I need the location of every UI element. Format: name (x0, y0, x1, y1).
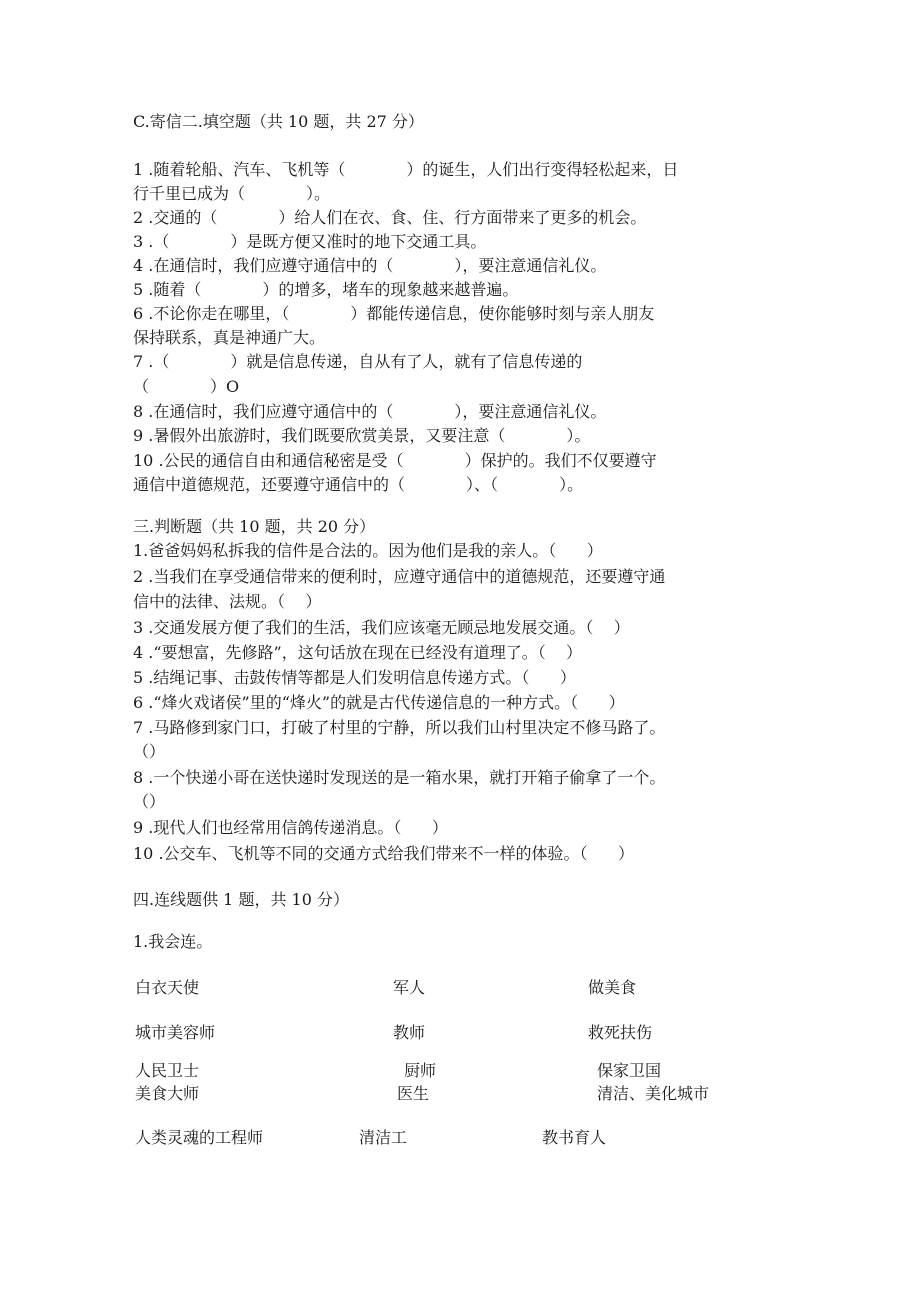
section4-question: 1.我会连。 (133, 932, 213, 951)
match-left-item: 人民卫士 (135, 1061, 200, 1080)
section4-heading: 四.连线题供 1 题，共 10 分） (133, 890, 349, 909)
match-middle-item: 清洁工 (359, 1128, 408, 1147)
section3-line: 4 .“要想富，先修路”，这句话放在现在已经没有道理了。（ ） (133, 643, 583, 662)
section2-line: 4 .在通信时，我们应遵守通信中的（ ），要注意通信礼仪。 (133, 256, 607, 275)
match-middle-item: 军人 (393, 978, 426, 997)
match-right-item: 做美食 (588, 978, 637, 997)
section3-line: 6 .“烽火戏诸侯”里的“烽火”的就是古代传递信息的一种方式。（ ） (133, 693, 625, 712)
match-middle-item: 厨师 (404, 1061, 437, 1080)
match-left-item: 城市美容师 (135, 1023, 216, 1042)
match-middle-item: 医生 (397, 1084, 430, 1103)
section3-line: （） (133, 792, 166, 811)
section3-line: 信中的法律、法规。（ ） (133, 592, 322, 611)
section2-heading: C.寄信二.填空题（共 10 题，共 27 分） (133, 112, 424, 131)
match-right-item: 教书育人 (542, 1128, 607, 1147)
section2-line: 行千里已成为（ ）。 (133, 184, 331, 203)
section3-line: 3 .交通发展方便了我们的生活，我们应该毫无顾忌地发展交通。（ ） (133, 618, 630, 637)
section2-line: 5 .随着（ ）的增多，堵车的现象越来越普遍。 (133, 280, 519, 299)
section2-line: 1 .随着轮船、汽车、飞机等（ ）的诞生，人们出行变得轻松起来，日 (133, 160, 679, 179)
match-right-item: 救死扶伤 (588, 1023, 653, 1042)
match-left-item: 人类灵魂的工程师 (135, 1128, 264, 1147)
section3-line: 8 .一个快递小哥在送快递时发现送的是一箱水果，就打开箱子偷拿了一个。 (133, 768, 666, 787)
section2-line: 3 .（ ）是既方便又准时的地下交通工具。 (133, 232, 487, 251)
section2-line: 7 .（ ）就是信息传递，自从有了人，就有了信息传递的 (133, 352, 583, 371)
match-right-item: 清洁、美化城市 (597, 1084, 710, 1103)
section3-line: 9 .现代人们也经常用信鸽传递消息。（ ） (133, 818, 448, 837)
section3-heading: 三.判断题（共 10 题，共 20 分） (133, 517, 376, 536)
section3-line: 7 .马路修到家门口，打破了村里的宁静，所以我们山村里决定不修马路了。 (133, 718, 666, 737)
section3-line: 1.爸爸妈妈私拆我的信件是合法的。因为他们是我的亲人。（ ） (133, 541, 603, 560)
section2-line: 2 .交通的（ ）给人们在衣、食、住、行方面带来了更多的机会。 (133, 208, 647, 227)
section3-line: （） (133, 742, 166, 761)
section3-line: 5 .结绳记事、击鼓传情等都是人们发明信息传递方式。（ ） (133, 668, 576, 687)
match-left-item: 美食大师 (135, 1084, 200, 1103)
match-left-item: 白衣天使 (135, 978, 200, 997)
match-right-item: 保家卫国 (597, 1061, 662, 1080)
section2-line: 通信中道德规范，还要遵守通信中的（ ）、（ ）。 (133, 475, 584, 494)
section2-line: （ ）O (133, 377, 240, 396)
section3-line: 10 .公交车、飞机等不同的交通方式给我们带来不一样的体验。（ ） (133, 844, 635, 863)
section2-line: 9 .暑假外出旅游时，我们既要欣赏美景，又要注意（ ）。 (133, 426, 591, 445)
section2-line: 8 .在通信时，我们应遵守通信中的（ ），要注意通信礼仪。 (133, 402, 607, 421)
section3-line: 2 .当我们在享受通信带来的便利时，应遵守通信中的道德规范，还要遵守通 (133, 567, 666, 586)
section2-line: 6 .不论你走在哪里，（ ）都能传递信息，使你能够时刻与亲人朋友 (133, 304, 655, 323)
section2-line: 10 .公民的通信自由和通信秘密是受（ ）保护的。我们不仅要遵守 (133, 451, 657, 470)
section2-line: 保持联系，真是神通广大。 (133, 328, 326, 347)
match-middle-item: 教师 (393, 1023, 426, 1042)
